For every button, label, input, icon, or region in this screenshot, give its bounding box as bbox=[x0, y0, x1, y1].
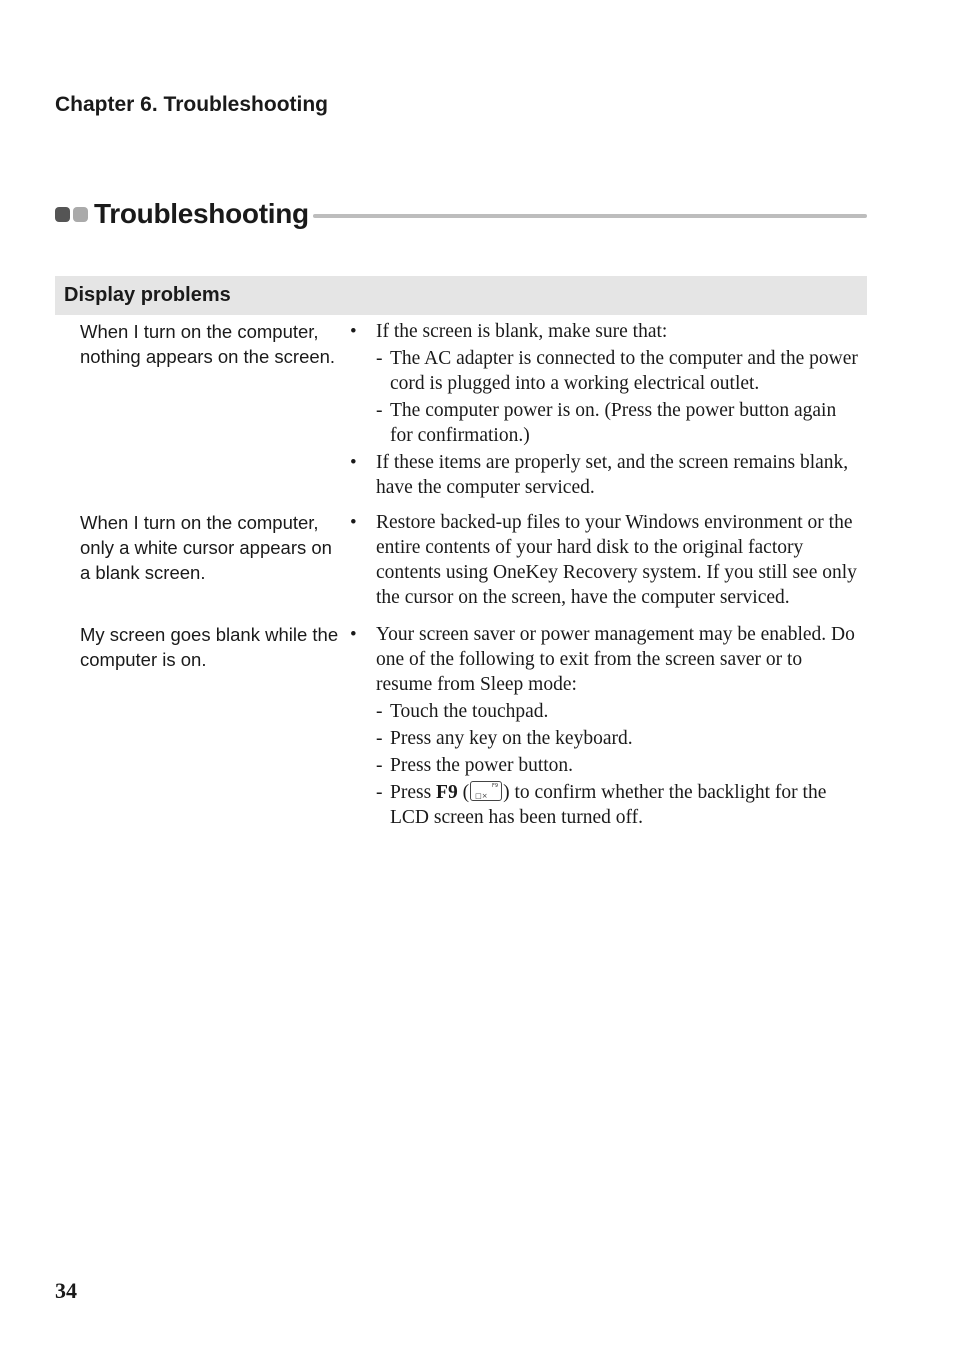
table-row bbox=[55, 622, 867, 830]
answer-sub-item: - The computer power is on. (Press the power button again for confirmation.) bbox=[376, 400, 837, 446]
answer-sub-item: - Touch the touchpad. bbox=[376, 701, 549, 722]
title-rule bbox=[313, 214, 867, 218]
problem-answer bbox=[347, 319, 867, 500]
answer-sub-item: - The AC adapter is connected to the computer and the power cord is plugged into a working electrical outlet. bbox=[376, 348, 858, 394]
answer-bullet: • Your screen saver or power management may be enabled. Do one of the following to exit from the screen saver or to resume from Sleep mode: bbox=[347, 622, 861, 697]
chapter-header: Chapter 6. Troubleshooting bbox=[55, 93, 329, 116]
page-number: 34 bbox=[55, 1278, 77, 1303]
section-title-row bbox=[55, 196, 867, 232]
problem-question: When I turn on the computer, only a white cursor appears on a blank screen. bbox=[80, 512, 332, 583]
title-squares-icon bbox=[55, 207, 88, 222]
display-off-key-icon: □× F9 bbox=[470, 781, 502, 801]
f9-key-label: F9 bbox=[436, 782, 458, 803]
answer-sub-item: - Press any key on the keyboard. bbox=[376, 728, 633, 749]
answer-bullet: • If these items are properly set, and the screen remains blank, have the computer serviced. bbox=[347, 450, 861, 500]
problem-answer bbox=[347, 510, 867, 610]
section-title: Troubleshooting bbox=[94, 198, 309, 229]
table-row bbox=[55, 319, 867, 500]
answer-bullet: • Restore backed-up files to your Windows environment or the entire contents of your hard disk to the original factory contents using OneKey Recovery system. If you still see only the cursor on the screen, have the computer serviced. bbox=[347, 510, 861, 610]
problem-question: When I turn on the computer, nothing appears on the screen. bbox=[80, 321, 336, 367]
table-heading: Display problems bbox=[55, 276, 867, 315]
answer-bullet: • If the screen is blank, make sure that: bbox=[347, 319, 861, 344]
answer-sub-item: - Press F9 ( □× F9 ) to confirm whether the backlight for the LCD screen has been turned off. bbox=[376, 782, 827, 828]
table-row bbox=[55, 510, 867, 610]
problem-answer bbox=[347, 622, 867, 830]
display-problems-table bbox=[55, 276, 867, 830]
answer-sub-item: - Press the power button. bbox=[376, 755, 574, 776]
problem-question: My screen goes blank while the computer is on. bbox=[80, 624, 339, 670]
